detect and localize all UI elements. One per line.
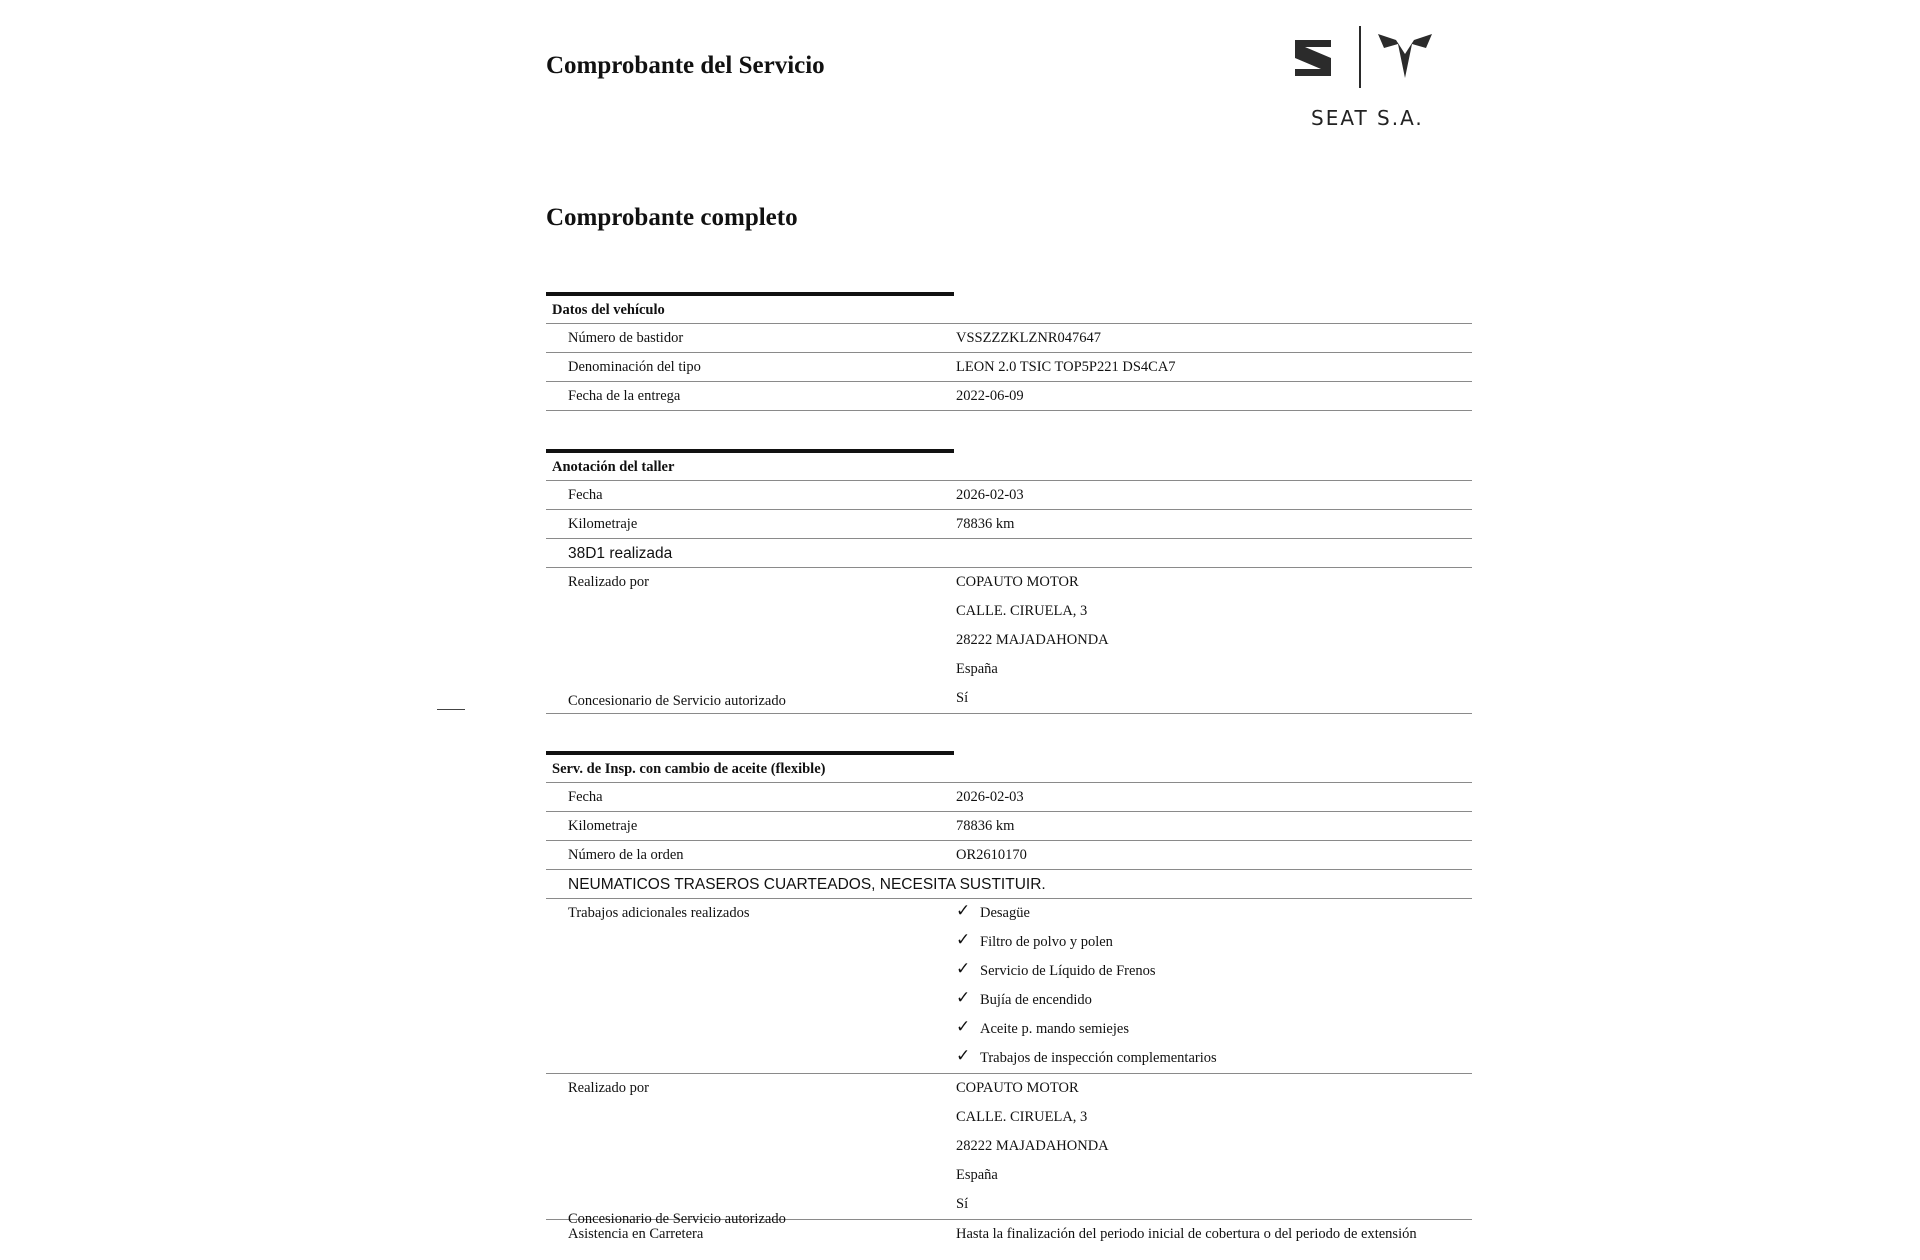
table-row (546, 481, 1472, 510)
brand-logo (1288, 22, 1438, 132)
row-label: Fecha (568, 487, 603, 503)
seat-logo-icon (1291, 38, 1335, 78)
page-subtitle: Comprobante completo (546, 204, 798, 231)
address-line: España (956, 661, 998, 677)
row-label: Kilometraje (568, 818, 638, 834)
row-label: Kilometraje (568, 516, 638, 532)
authorized-dealer-value: Sí (956, 1196, 969, 1212)
delivery-date-value: 2022-06-09 (956, 388, 1024, 404)
workshop-annotation-section (546, 449, 1472, 714)
table-row (546, 841, 1472, 870)
margin-mark (437, 709, 465, 710)
work-item-label: Bujía de encendido (980, 992, 1092, 1008)
checkmark-icon: ✓ (956, 1017, 971, 1037)
address-line: 28222 MAJADAHONDA (956, 632, 1109, 648)
checkmark-icon: ✓ (956, 988, 971, 1008)
work-item-label: Trabajos de inspección complementarios (980, 1050, 1217, 1066)
mileage-value: 78836 km (956, 516, 1015, 532)
vehicle-data-section (546, 292, 1472, 411)
checkmark-icon: ✓ (956, 901, 971, 921)
address-line: 28222 MAJADAHONDA (956, 1138, 1109, 1154)
table-row (546, 812, 1472, 841)
table-row (546, 510, 1472, 539)
additional-work-list (954, 899, 1472, 1073)
row-label: Realizado por (568, 1080, 649, 1096)
roadside-assistance-value: Hasta la finalización del periodo inicial de cobertura o del periodo de extensión (956, 1226, 1417, 1242)
address-line: COPAUTO MOTOR (956, 574, 1079, 590)
list-item (956, 1044, 1472, 1073)
checkmark-icon: ✓ (956, 1046, 971, 1066)
document-title: Comprobante del Servicio (546, 52, 825, 79)
row-label: Fecha de la entrega (568, 388, 681, 404)
inspection-service-section (546, 751, 1472, 1249)
authorized-dealer-label: Concesionario de Servicio autorizado (568, 1211, 786, 1227)
address-line: COPAUTO MOTOR (956, 1080, 1079, 1096)
list-item (956, 1015, 1472, 1044)
mileage-value: 78836 km (956, 818, 1015, 834)
row-label: Número de bastidor (568, 330, 684, 346)
list-item (956, 986, 1472, 1015)
list-item (956, 928, 1472, 957)
checkmark-icon: ✓ (956, 930, 971, 950)
section-heading: Datos del vehículo (546, 296, 1472, 324)
row-label: Realizado por (568, 574, 649, 590)
table-row (546, 353, 1472, 382)
row-label: Número de la orden (568, 847, 684, 863)
work-item-label: Filtro de polvo y polen (980, 934, 1113, 950)
date-value: 2026-02-03 (956, 487, 1024, 503)
cupra-logo-icon (1376, 32, 1434, 80)
table-row (546, 382, 1472, 411)
row-label: Trabajos adicionales realizados (568, 905, 750, 921)
workshop-address (954, 568, 1472, 713)
section-heading: Anotación del taller (546, 453, 1472, 481)
row-label: Fecha (568, 789, 603, 805)
work-item-label: Aceite p. mando semiejes (980, 1021, 1129, 1037)
workshop-address (954, 1074, 1472, 1219)
authorized-dealer-label: Concesionario de Servicio autorizado (568, 693, 786, 709)
model-value: LEON 2.0 TSIC TOP5P221 DS4CA7 (956, 359, 1176, 375)
row-label: Denominación del tipo (568, 359, 701, 375)
service-note: NEUMATICOS TRASEROS CUARTEADOS, NECESITA SUSTITUIR. (546, 870, 1472, 899)
table-row (546, 1074, 1472, 1220)
workshop-note: 38D1 realizada (546, 539, 1472, 568)
work-item-label: Servicio de Líquido de Frenos (980, 963, 1156, 979)
date-value: 2026-02-03 (956, 789, 1024, 805)
address-line: CALLE. CIRUELA, 3 (956, 1109, 1088, 1125)
checkmark-icon: ✓ (956, 959, 971, 979)
table-row (546, 899, 1472, 1074)
order-number-value: OR2610170 (956, 847, 1027, 863)
row-label: Asistencia en Carretera (568, 1226, 704, 1242)
logo-divider (1359, 26, 1361, 88)
authorized-dealer-value: Sí (956, 690, 969, 706)
table-row (546, 783, 1472, 812)
table-row (546, 324, 1472, 353)
list-item (956, 957, 1472, 986)
address-line: CALLE. CIRUELA, 3 (956, 603, 1088, 619)
list-item (956, 899, 1472, 928)
vin-value: VSSZZZKLZNR047647 (956, 330, 1101, 346)
section-heading: Serv. de Insp. con cambio de aceite (flexible) (546, 755, 1472, 783)
address-line: España (956, 1167, 998, 1183)
brand-name: SEAT S.A. (1311, 106, 1424, 130)
work-item-label: Desagüe (980, 905, 1030, 921)
